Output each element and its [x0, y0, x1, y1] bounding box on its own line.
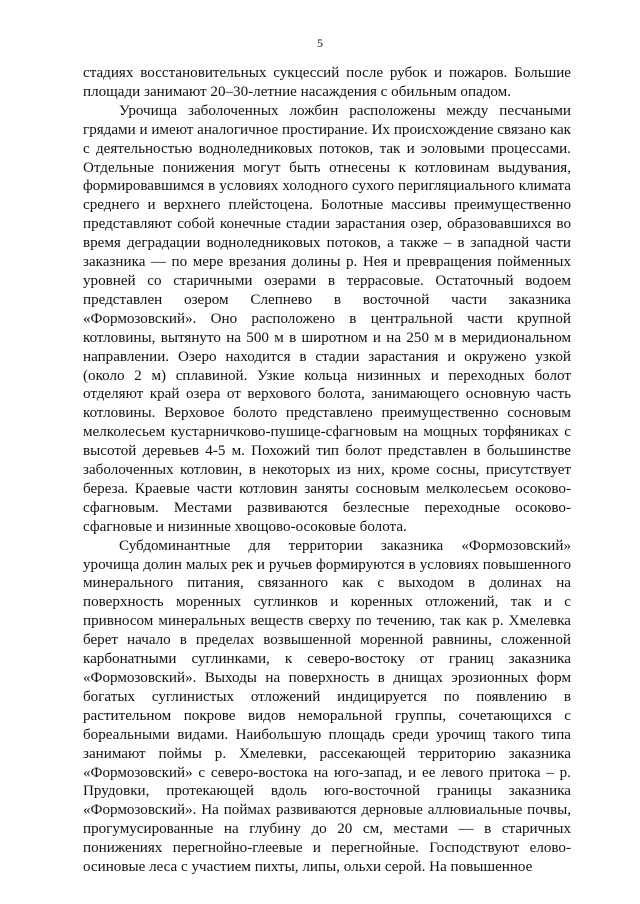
body-text [83, 64, 571, 877]
paragraph-river-valleys: Субдоминантные для территории заказника «Формозовский» урочища долин малых рек и ручьев формируются в условиях повышенного минерального питания, связанного как с выходом в долинах на поверхность моренных суглинков и коренных отложений, так и с привносом минеральных веществ сверху по течению, так как р. Хмелевка берет начало в пределах возвышенной моренной равнины, сложенной карбонатными суглинками, к северо-востоку от границ заказника «Формозовский». Выходы на поверхность в днищах эрозионных форм богатых суглинистых отложений индицируется по появлению в растительном покрове видов неморальной группы, сочетающихся с бореальными видами. Наибольшую площадь среди урочищ такого типа занимают поймы р. Хмелевки, рассекающей территорию заказника «Формозовский» с северо-востока на юго-запад, и ее левого притока – р. Прудовки, протекающей вдоль юго-восточной границы заказника «Формозовский». На поймах развиваются дерновые аллювиальные почвы, прогумусированные на глубину до 20 см, местами — в старичных понижениях перегнойно-глеевые и перегнойные. Господствуют елово-осиновые леса с участием пихты, липы, ольхи серой. На повышенное [83, 537, 571, 876]
paragraph-continuation: стадиях восстановительных сукцессий после рубок и пожаров. Большие площади занимают 20–30-летние насаждения с обильным опадом. [83, 65, 571, 100]
paragraph-swamp-depressions: Урочища заболоченных ложбин расположены между песчаными грядами и имеют аналогичное простирание. Их происхождение связано как с деятельностью водноледниковых потоков, так и эоловыми процессами. Отдельные понижения могут быть отнесены к котловинам выдувания, формировавшимся в условиях холодного сухого перигляциального климата среднего и верхнего плейстоцена. Болотные массивы преимущественно представляют собой конечные стадии зарастания озер, образовавшихся во время деградации водноледниковых потоков, а также – в западной части заказника — по мере врезания долины р. Нея и превращения пойменных уровней со старичными озерами в террасовые. Остаточный водоем представлен озером Слепнево в восточной части заказника «Формозовский». Оно расположено в центральной части крупной котловины, вытянуто на 500 м в широтном и на 250 м в меридиональном направлении. Озеро находится в стадии зарастания и окружено узкой (около 2 м) сплавиной. Узкие кольца низинных и переходных болот отделяют край озера от верхового болота, занимающего основную часть котловины. Верховое болото представлено преимущественно сосновым мелколесьем кустарничково-пушице-сфагновым на мощных торфяниках с высотой деревьев 4-5 м. Похожий тип болот представлен в большинстве заболоченных котловин, в некоторых из них, кроме сосны, присутствует береза. Краевые части котловин заняты сосновым мелколесьем осоково-сфагновым. Местами развиваются безлесные переходные осоково-сфагновые и низинные хвощово-осоковые болота. [83, 102, 571, 535]
page-number: 5 [317, 36, 323, 50]
